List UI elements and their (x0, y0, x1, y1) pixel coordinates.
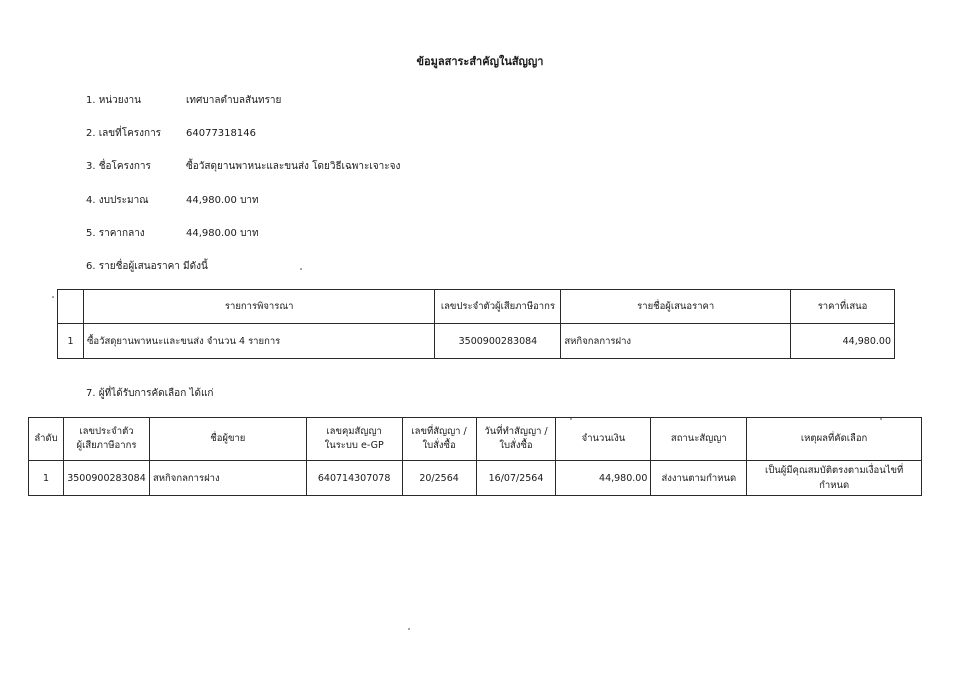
cell-bidder: สหกิจกลการฝาง (561, 324, 791, 359)
header-cell-amount: จำนวนเงิน (556, 418, 651, 461)
cell-egp: 640714307078 (306, 461, 402, 496)
info-project-number (86, 126, 256, 141)
cell-tax-id: 3500900283084 (435, 324, 561, 359)
cell-reason: เป็นผู้มีคุณสมบัติตรงตามเงื่อนไขที่กำหนด (747, 461, 922, 496)
cell-seller: สหกิจกลการฝาง (149, 461, 306, 496)
bidders-heading: 6. รายชื่อผู้เสนอราคา มีดังนี้ (86, 261, 208, 272)
header-line: ใบสั่งซื้อ (422, 440, 456, 451)
info-value: 64077318146 (186, 128, 256, 139)
header-cell-tax-id (63, 418, 149, 461)
header-cell-blank (58, 290, 84, 324)
info-label: 5. ราคากลาง (86, 228, 145, 239)
header-line: ผู้เสียภาษีอากร (76, 440, 137, 451)
header-line: วันที่ทำสัญญา / (484, 426, 548, 438)
cell-amount: 44,980.00 (556, 461, 651, 496)
cell-no: 1 (58, 324, 84, 359)
table-row (29, 461, 922, 496)
table-header-row (58, 290, 895, 324)
info-agency (86, 93, 281, 108)
header-line: เลขที่สัญญา / (411, 426, 467, 438)
info-label: 4. งบประมาณ (86, 195, 149, 206)
winners-heading: 7. ผู้ที่ได้รับการคัดเลือก ได้แก่ (86, 388, 214, 399)
info-label: 1. หน่วยงาน (86, 95, 141, 106)
info-value: 44,980.00 บาท (186, 228, 259, 239)
info-budget (86, 193, 259, 208)
info-project-name (86, 159, 400, 174)
header-cell-bidder: รายชื่อผู้เสนอราคา (561, 290, 791, 324)
header-cell-tax-id: เลขประจำตัวผู้เสียภาษีอากร (435, 290, 561, 324)
scan-speck (300, 268, 302, 270)
cell-item: ซื้อวัสดุยานพาหนะและขนส่ง จำนวน 4 รายการ (83, 324, 434, 359)
table-header-row (29, 418, 922, 461)
info-label: 3. ชื่อโครงการ (86, 161, 151, 172)
info-value: ซื้อวัสดุยานพาหนะและขนส่ง โดยวิธีเฉพาะเจาะจง (186, 161, 401, 172)
cell-no: 1 (29, 461, 64, 496)
header-line: เลขคุมสัญญา (326, 426, 382, 438)
bidders-table (57, 289, 895, 359)
header-cell-reason: เหตุผลที่คัดเลือก (747, 418, 922, 461)
cell-tax-id: 3500900283084 (63, 461, 149, 496)
header-cell-egp (306, 418, 402, 461)
header-cell-contract (402, 418, 476, 461)
table-row (58, 324, 895, 359)
cell-contract: 20/2564 (402, 461, 476, 496)
scan-speck (52, 296, 54, 298)
info-value: 44,980.00 บาท (186, 195, 259, 206)
header-line: เลขประจำตัว (79, 426, 134, 438)
document-title: ข้อมูลสาระสำคัญในสัญญา (416, 55, 544, 68)
scan-speck (570, 418, 572, 420)
header-line: ในระบบ e-GP (324, 440, 384, 451)
header-cell-seller: ชื่อผู้ขาย (149, 418, 306, 461)
header-cell-price: ราคาที่เสนอ (791, 290, 895, 324)
info-median-price (86, 226, 259, 241)
cell-date: 16/07/2564 (476, 461, 556, 496)
info-value: เทศบาลตำบลสันทราย (186, 95, 282, 106)
scan-speck (880, 418, 882, 420)
winners-table (28, 417, 922, 496)
cell-price: 44,980.00 (791, 324, 895, 359)
scan-speck (408, 628, 410, 630)
header-cell-status: สถานะสัญญา (651, 418, 747, 461)
header-cell-date (476, 418, 556, 461)
header-line: ใบสั่งซื้อ (499, 440, 533, 451)
header-cell-item: รายการพิจารณา (83, 290, 434, 324)
info-label: 2. เลขที่โครงการ (86, 128, 162, 139)
cell-status: ส่งงานตามกำหนด (651, 461, 747, 496)
header-cell-no: ลำดับ (29, 418, 64, 461)
